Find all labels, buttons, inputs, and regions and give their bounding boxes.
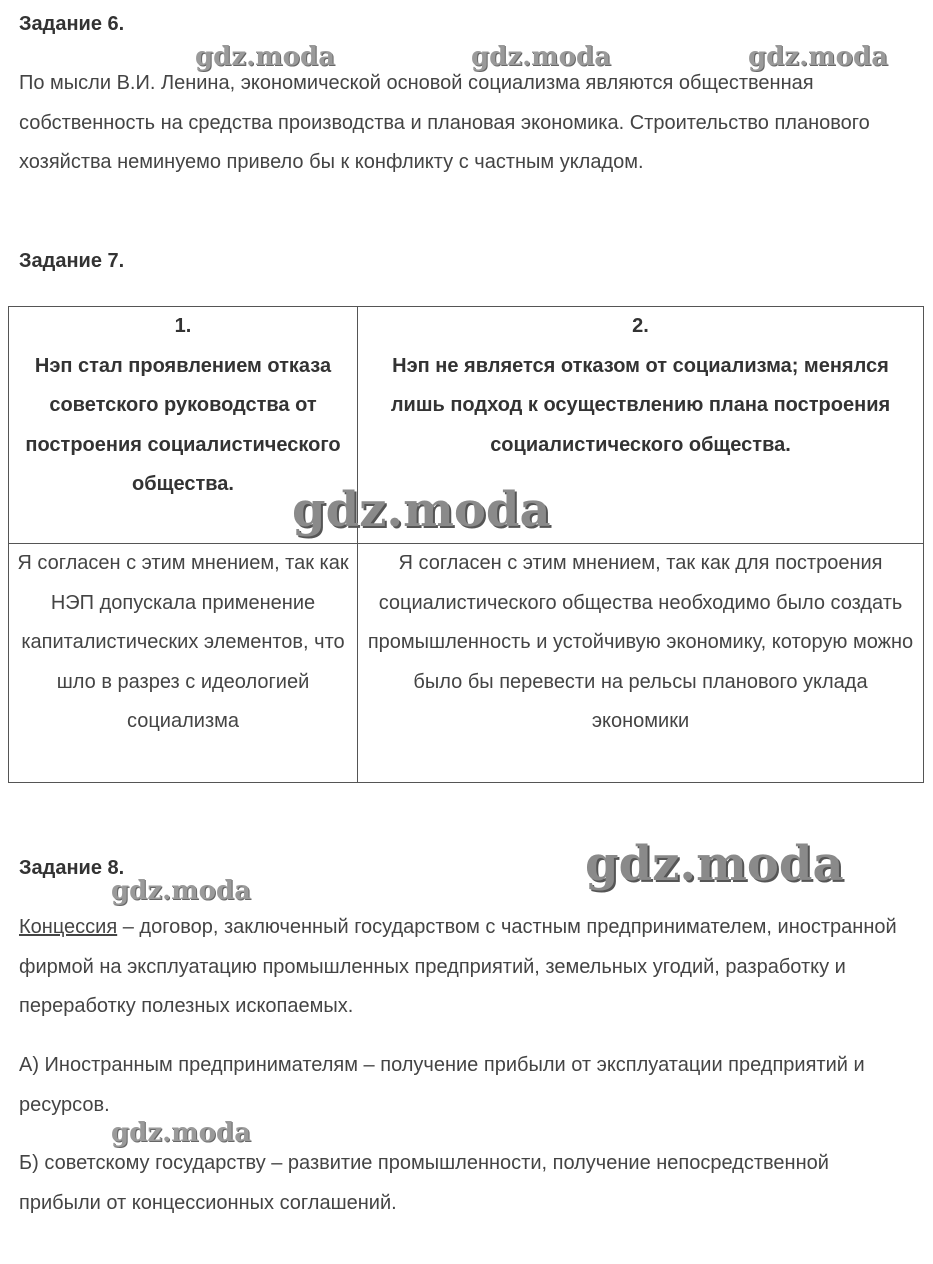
col1-answer: Я согласен с этим мнением, так как НЭП допускала применение капиталистических элементов, что шло в разрез с идеологией социализма bbox=[9, 544, 358, 783]
watermark: gdz.moda bbox=[111, 1118, 252, 1148]
col1-header: 1. Нэп стал проявлением отказа советского руководства от построения социалистического общества. bbox=[9, 307, 358, 544]
col2-answer: Я согласен с этим мнением, так как для построения социалистического общества необходимо было создать промышленность и устойчивую экономику, которую можно было бы перевести на рельсы планового уклада экономики bbox=[358, 544, 924, 783]
watermark: gdz.moda bbox=[195, 42, 336, 72]
concession-definition: – договор, заключенный государством с частным предпринимателем, иностранной фирмой на эксплуатацию промышленных предприятий, земельных угодий, разработку и переработку полезных ископаемых. bbox=[19, 916, 897, 1017]
task8-answer-b: Б) советскому государству – развитие промышленности, получение непосредственной прибыли от концессионных соглашений. bbox=[19, 1152, 829, 1214]
task6-title: Задание 6. bbox=[19, 13, 125, 35]
task6-text: По мысли В.И. Ленина, экономической основой социализма являются общественная собственность на средства производства и плановая экономика. Строительство планового хозяйства неминуемо привело бы к конфликту с частным укладом. bbox=[19, 72, 870, 173]
task8-definition-paragraph bbox=[19, 908, 899, 1027]
concession-term: Концессия bbox=[19, 916, 118, 938]
col2-header: 2. Нэп не является отказом от социализма; менялся лишь подход к осуществлению плана построения социалистического общества. bbox=[358, 307, 924, 544]
task8-title: Задание 8. bbox=[19, 857, 125, 879]
watermark: gdz.moda bbox=[292, 482, 551, 538]
watermark: gdz.moda bbox=[585, 836, 844, 892]
task7-title: Задание 7. bbox=[19, 250, 125, 272]
watermark: gdz.moda bbox=[111, 876, 252, 906]
table-row bbox=[9, 544, 924, 783]
watermark: gdz.moda bbox=[471, 42, 612, 72]
task8-answer-a: А) Иностранным предпринимателям – получение прибыли от эксплуатации предприятий и ресурсов. bbox=[19, 1054, 865, 1116]
task7-table bbox=[8, 306, 924, 783]
watermark: gdz.moda bbox=[748, 42, 889, 72]
